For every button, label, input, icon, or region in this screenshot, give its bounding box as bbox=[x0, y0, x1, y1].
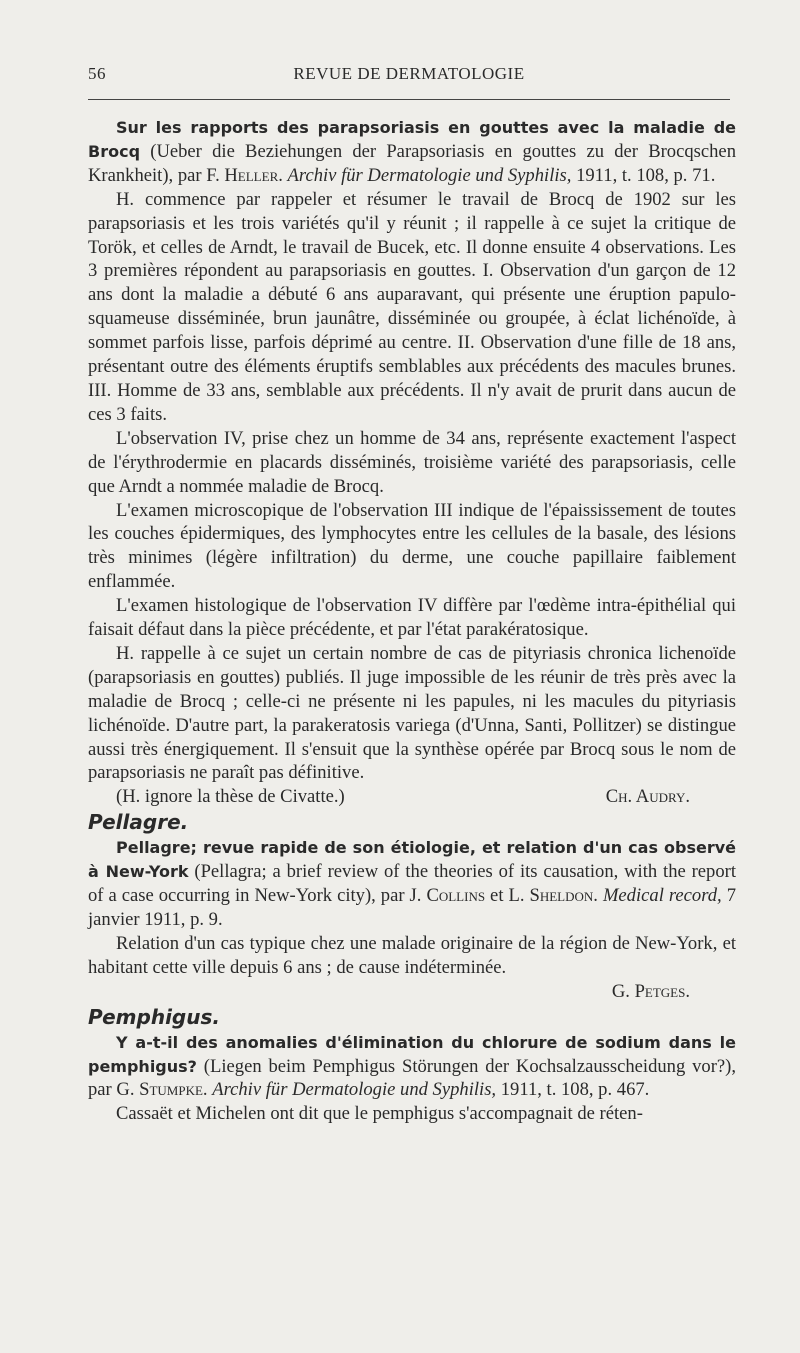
journal-title: REVUE DE DERMATOLOGIE bbox=[293, 64, 525, 83]
citation-separator: . bbox=[278, 164, 288, 186]
header-rule bbox=[88, 99, 730, 100]
article-citation bbox=[88, 836, 736, 932]
citation-separator: . bbox=[202, 1079, 213, 1101]
citation-text: (Ueber die Beziehungen der Parapsoriasis en gouttes zu der Brocqschen Krankheit), par F. bbox=[88, 140, 736, 186]
article-title: Pellagre; revue rapide de son étiologie, et relation d'un cas observé à New-York bbox=[88, 838, 736, 882]
article-title: Sur les rapports des parapsoriasis en gouttes avec la maladie de Brocq bbox=[88, 118, 736, 161]
citation-separator: . bbox=[593, 885, 603, 907]
body-paragraph: H. commence par rappeler et résumer le travail de Brocq de 1902 sur les parapsoriasis et les trois variétés qu'il y réunit ; il rappelle à ce sujet la critique de Torök, et celles de Arndt, le travail de Bucek, etc. Il donne ensuite 4 observations. Les 3 premières répondent au parapsoriasis en gouttes. I. Observation d'un garçon de 12 ans dont la maladie a débuté 6 ans auparavant, qui présente une éruption papulo-squameuse disséminée, brun jaunâtre, disséminée ou groupée, à éclat lichénoïde, à sommet parfois lisse, parfois déprimé au centre. II. Observation d'une fille de 18 ans, présentant outre des éléments éruptifs semblables aux précédents des macules brunes. III. Homme de 33 ans, semblable aux précédents. Il n'y avait de prurit dans aucun de ces 3 faits. bbox=[88, 188, 736, 425]
article-citation bbox=[88, 116, 736, 188]
journal-name: Medical record, bbox=[602, 885, 722, 907]
running-header bbox=[88, 60, 730, 90]
article-citation bbox=[88, 1031, 736, 1103]
section-heading-pemphigus: Pemphigus. bbox=[88, 1004, 220, 1029]
citation-details: 1911, t. 108, p. 71. bbox=[571, 164, 716, 186]
page-number: 56 bbox=[88, 64, 106, 83]
author-name: Stumpke bbox=[139, 1079, 203, 1101]
citation-details: 1911, t. 108, p. 467. bbox=[496, 1079, 650, 1101]
citation-details: 7 janvier 1911, p. 9. bbox=[88, 885, 736, 930]
editor-note: (H. ignore la thèse de Civatte.) bbox=[116, 786, 345, 808]
page-body bbox=[88, 116, 736, 1126]
journal-name: Archiv für Dermatologie und Syphilis, bbox=[287, 164, 572, 186]
citation-text: et L. bbox=[485, 885, 530, 907]
author-name: Collins bbox=[426, 885, 486, 907]
note-and-signature bbox=[88, 785, 736, 809]
body-paragraph: Cassaët et Michelen ont dit que le pemphigus s'accompagnait de réten- bbox=[116, 1103, 643, 1125]
reviewer-signature: Ch. Audry. bbox=[605, 786, 690, 808]
signature-line bbox=[88, 980, 736, 1004]
body-paragraph: L'examen microscopique de l'observation III indique de l'épaississement de toutes les couches épidermiques, des lymphocytes entre les cellules de la basale, des lésions très minimes (légère infiltration) du derme, une couche papillaire faiblement enflammée. bbox=[88, 499, 736, 593]
body-paragraph: L'examen histologique de l'observation IV diffère par l'œdème intra-épithélial qui faisait défaut dans la pièce précédente, et par l'état parakératosique. bbox=[88, 595, 736, 641]
section-heading-pellagre: Pellagre. bbox=[88, 810, 189, 835]
citation-text: (Liegen beim Pemphigus Störungen der Kochsalzausscheidung vor?), par G. bbox=[88, 1055, 736, 1101]
body-paragraph: L'observation IV, prise chez un homme de 34 ans, représente exactement l'aspect de l'érythrodermie en placards disséminés, troisième variété des parapsoriasis, celle que Arndt a nommée maladie de Brocq. bbox=[88, 427, 736, 497]
journal-name: Archiv für Dermatologie und Syphilis, bbox=[212, 1079, 497, 1101]
article-title: Y a-t-il des anomalies d'élimination du chlorure de sodium dans le pemphigus? bbox=[88, 1032, 736, 1076]
reviewer-signature: G. Petges. bbox=[611, 980, 690, 1002]
author-name: Heller bbox=[224, 164, 279, 186]
body-paragraph: Relation d'un cas typique chez une malade originaire de la région de New-York, et habitant cette ville depuis 6 ans ; de cause indéterminée. bbox=[88, 932, 736, 978]
author-name: Sheldon bbox=[529, 885, 594, 907]
citation-text: (Pellagra; a brief review of the theories of its causation, with the report of a case occurring in New-York city), par J. bbox=[88, 861, 736, 907]
body-paragraph: H. rappelle à ce sujet un certain nombre de cas de pityriasis chronica lichenoïde (parapsoriasis en gouttes) publiés. Il juge impossible de les réunir de très près avec la maladie de Brocq ; celle-ci ne présente ni les papules, ni les macules du pityriasis lichénoïde. D'autre part, la parakeratosis variega (d'Unna, Santi, Pollitzer) se distingue aussi très énergiquement. Il s'ensuit que la synthèse opérée par Brocq sous le nom de parapsoriasis ne paraît pas définitive. bbox=[88, 642, 736, 784]
